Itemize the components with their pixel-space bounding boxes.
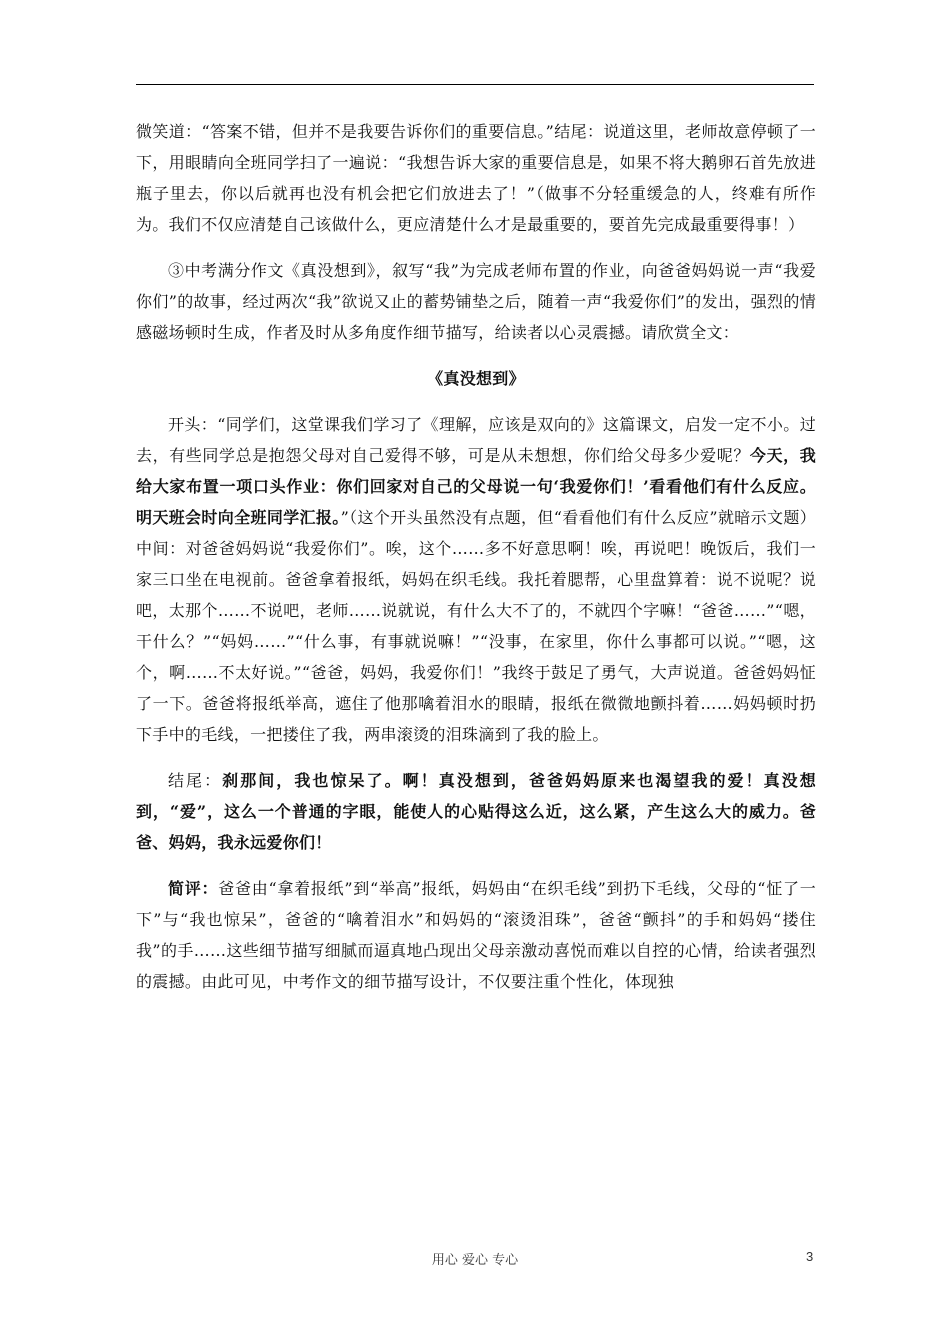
ending-bold-text: 刹那间，我也惊呆了。啊！真没想到，爸爸妈妈原来也渴望我的爱！真没想到，“爱”，这么一个普通的字眼，能使人的心贴得这么近，这么紧，产生这么大的威力。爸爸、妈妈，我永远爱你们！ (136, 771, 816, 852)
essay-opening-text: 开头：“同学们，这堂课我们学习了《理解，应该是双向的》这篇课文，启发一定不小。过去，有些同学总是抱怨父母对自己爱得不够，可是从未想想，你们给父母多少爱呢？ (136, 415, 816, 465)
header-rule (136, 84, 814, 85)
footer-motto: 用心 爱心 专心 (431, 1253, 519, 1268)
paragraph-essay-description: ③中考满分作文《真没想到》，叙写“我”为完成老师布置的作业，向爸爸妈妈说一声“我爱你们”的故事，经过两次“我”欲说又止的蓄势铺垫之后，随着一声“我爱你们”的发出，强烈的情感磁场顿时生成，作者及时从多角度作细节描写，给读者以心灵震撼。请欣赏全文： (136, 261, 816, 342)
document-body (136, 116, 816, 1012)
paragraph-essay-ending (136, 765, 816, 858)
essay-title: 《真没想到》 (427, 369, 525, 388)
review-label: 简评： (168, 879, 219, 898)
ending-label: 结尾： (168, 771, 223, 790)
paragraph-review (136, 873, 816, 997)
page-number: 3 (806, 1249, 814, 1264)
paragraph-intro: 微笑道：“答案不错，但并不是我要告诉你们的重要信息。”结尾：说道这里，老师故意停顿了一下，用眼睛向全班同学扫了一遍说：“我想告诉大家的重要信息是，如果不将大鹅卵石首先放进瓶子里去，你以后就再也没有机会把它们放进去了！”（做事不分轻重缓急的人，终难有所作为。我们不仅应清楚自己该做什么，更应清楚什么才是最重要的，要首先完成最重要得事！） (136, 122, 816, 234)
review-text: 爸爸由“拿着报纸”到“举高”报纸，妈妈由“在织毛线”到扔下毛线，父母的“怔了一下”与“我也惊呆”，爸爸的“噙着泪水”和妈妈的“滚烫泪珠”，爸爸“颤抖”的手和妈妈“搂住我”的手……这些细节描写细腻而逼真地凸现出父母亲激动喜悦而难以自控的心情，给读者强烈的震撼。由此可见，中考作文的细节描写设计，不仅要注重个性化，体现独 (136, 879, 816, 991)
paragraph-essay-body (136, 409, 816, 750)
essay-opening-bold: 今天，我给大家布置一项口头作业：你们回家对自己的父母说一句‘我爱你们！’看看他们有什么反应。明天班会时向全班同学汇报。 (136, 446, 816, 527)
essay-middle-text: ”（这个开头虽然没有点题，但“看看他们有什么反应”就暗示文题）中间：对爸爸妈妈说“我爱你们”。唉，这个……多不好意思啊！唉，再说吧！晚饭后，我们一家三口坐在电视前。爸爸拿着报纸，妈妈在织毛线。我托着腮帮，心里盘算着：说不说呢？说吧，太那个……不说吧，老师……说就说，有什么大不了的，不就四个字嘛！“爸爸……”“嗯，干什么？”“妈妈……”“什么事，有事就说嘛！”“没事，在家里，你什么事都可以说。”“嗯，这个，啊……不太好说。”“爸爸，妈妈，我爱你们！”我终于鼓足了勇气，大声说道。爸爸妈妈怔了一下。爸爸将报纸举高，遮住了他那噙着泪水的眼睛，报纸在微微地颤抖着……妈妈顿时扔下手中的毛线，一把搂住了我，两串滚烫的泪珠滴到了我的脸上。 (136, 508, 817, 744)
